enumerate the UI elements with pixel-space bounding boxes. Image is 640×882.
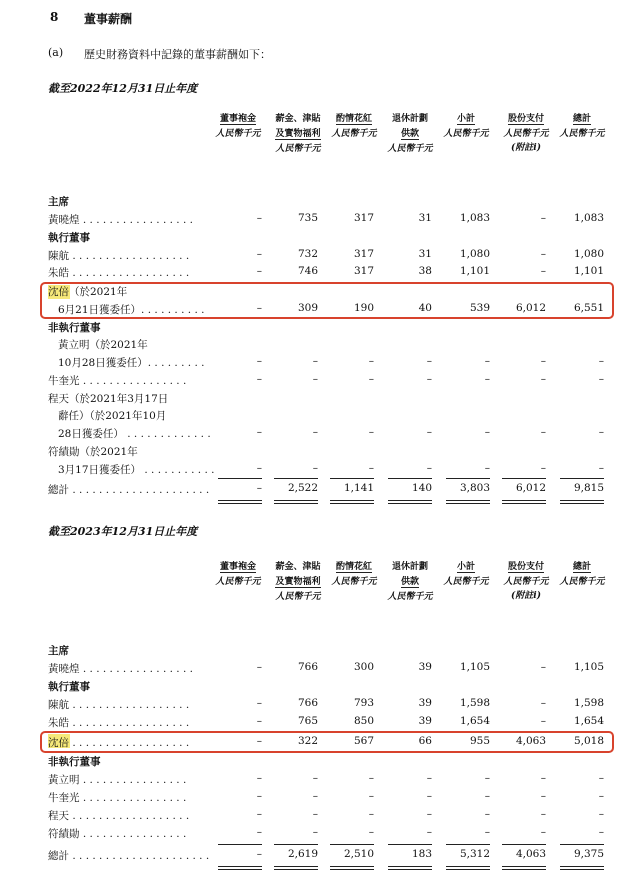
cell-share-payment: –	[540, 661, 546, 673]
cell-bonus: 317	[353, 212, 374, 224]
row-label: 28日獲委任） . . . . . . . . . . . . .	[58, 428, 211, 440]
period-title: 截至2022年12月31日止年度	[48, 82, 198, 95]
row-label: 6月21日獲委任）. . . . . . . . . .	[58, 304, 205, 316]
cell-subtotal: 1,105	[459, 661, 490, 673]
cell-subtotal: –	[484, 790, 490, 802]
col-header-share-payment: 股份支付 人民幣千元 (附註i)	[503, 562, 549, 601]
cell-pension: 66	[418, 735, 432, 747]
col-header-director-fees: 董事袍金 人民幣千元	[215, 562, 261, 587]
cell-total: 1,083	[573, 212, 604, 224]
col-header-bonus: 酌情花紅 人民幣千元	[331, 562, 377, 587]
row-label: 牛奎光 . . . . . . . . . . . . . . . .	[48, 375, 187, 387]
cell-share-payment: –	[540, 772, 546, 784]
cell-director-fees: –	[256, 848, 262, 860]
col-header-salaries: 薪金、津貼 及實物福利 人民幣千元	[275, 114, 321, 154]
cell-share-payment: –	[540, 826, 546, 838]
row-label: 總計 . . . . . . . . . . . . . . . . . . . . .	[48, 850, 210, 862]
subtotal-rule	[330, 478, 374, 479]
total-double-rule	[388, 866, 432, 870]
cell-director-fees: –	[256, 826, 262, 838]
col-header-pension: 退休計劃 供款 人民幣千元	[387, 114, 433, 154]
subtotal-rule	[388, 478, 432, 479]
cell-total: 1,598	[573, 697, 604, 709]
subtotal-rule	[502, 478, 546, 479]
cell-share-payment: –	[540, 715, 546, 727]
category-non-executive: 非執行董事	[48, 322, 101, 334]
cell-pension: 140	[411, 482, 432, 494]
cell-bonus: 190	[353, 302, 374, 314]
cell-share-payment: –	[540, 265, 546, 277]
cell-pension: –	[426, 426, 432, 438]
cell-share-payment: –	[540, 462, 546, 474]
cell-bonus: 300	[353, 661, 374, 673]
cell-pension: –	[426, 355, 432, 367]
cell-share-payment: 4,063	[515, 735, 546, 747]
cell-salaries: –	[312, 808, 318, 820]
cell-subtotal: 955	[469, 735, 490, 747]
cell-share-payment: –	[540, 426, 546, 438]
subtotal-rule	[388, 844, 432, 845]
cell-subtotal: –	[484, 462, 490, 474]
cell-total: 1,080	[573, 248, 604, 260]
intro-label: (a)	[48, 46, 64, 59]
total-double-rule	[274, 500, 318, 504]
cell-director-fees: –	[256, 772, 262, 784]
cell-bonus: 2,510	[343, 848, 374, 860]
cell-total: 6,551	[573, 302, 604, 314]
total-double-rule	[330, 866, 374, 870]
cell-share-payment: –	[540, 790, 546, 802]
cell-subtotal: –	[484, 426, 490, 438]
cell-director-fees: –	[256, 248, 262, 260]
cell-salaries: 732	[297, 248, 318, 260]
col-header-subtotal: 小計 人民幣千元	[443, 562, 489, 587]
row-label: 沈倍 . . . . . . . . . . . . . . . . . .	[48, 737, 190, 749]
cell-share-payment: –	[540, 808, 546, 820]
cell-bonus: 567	[353, 735, 374, 747]
cell-total: 1,101	[573, 265, 604, 277]
cell-salaries: 735	[297, 212, 318, 224]
cell-salaries: –	[312, 462, 318, 474]
cell-pension: 183	[411, 848, 432, 860]
cell-bonus: –	[368, 462, 374, 474]
cell-share-payment: –	[540, 248, 546, 260]
cell-director-fees: –	[256, 373, 262, 385]
cell-share-payment: –	[540, 212, 546, 224]
cell-bonus: 793	[353, 697, 374, 709]
cell-director-fees: –	[256, 302, 262, 314]
category-executive: 執行董事	[48, 681, 90, 693]
row-label: 程天（於2021年3月17日	[48, 393, 169, 405]
total-double-rule	[446, 500, 490, 504]
intro-text: 歷史財務資料中記錄的董事薪酬如下：	[84, 48, 271, 61]
col-header-share-payment: 股份支付 人民幣千元 (附註i)	[503, 114, 549, 153]
total-double-rule	[330, 500, 374, 504]
cell-pension: 40	[418, 302, 432, 314]
category-chair: 主席	[48, 645, 69, 657]
cell-share-payment: 4,063	[515, 848, 546, 860]
cell-salaries: –	[312, 772, 318, 784]
cell-pension: 38	[418, 265, 432, 277]
cell-pension: –	[426, 462, 432, 474]
total-double-rule	[218, 866, 262, 870]
cell-director-fees: –	[256, 715, 262, 727]
row-label: 朱皓 . . . . . . . . . . . . . . . . . .	[48, 267, 190, 279]
subtotal-rule	[446, 844, 490, 845]
cell-total: 1,654	[573, 715, 604, 727]
cell-subtotal: 1,083	[459, 212, 490, 224]
cell-share-payment: –	[540, 355, 546, 367]
cell-bonus: –	[368, 808, 374, 820]
row-label: 符績勛 . . . . . . . . . . . . . . . .	[48, 828, 187, 840]
cell-subtotal: 1,654	[459, 715, 490, 727]
cell-director-fees: –	[256, 661, 262, 673]
subtotal-rule	[218, 844, 262, 845]
row-label: 黃立明 . . . . . . . . . . . . . . . .	[48, 774, 187, 786]
cell-total: –	[598, 826, 604, 838]
category-executive: 執行董事	[48, 232, 90, 244]
cell-director-fees: –	[256, 790, 262, 802]
row-label: 符績勛（於2021年	[48, 446, 138, 458]
row-label: 3月17日獲委任） . . . . . . . . . . .	[58, 464, 215, 476]
cell-pension: 39	[418, 661, 432, 673]
cell-salaries: 2,619	[287, 848, 318, 860]
cell-bonus: 1,141	[343, 482, 374, 494]
cell-subtotal: –	[484, 808, 490, 820]
subtotal-rule	[218, 478, 262, 479]
cell-salaries: 2,522	[287, 482, 318, 494]
cell-total: –	[598, 426, 604, 438]
row-label: 辭任）（於2021年10月	[58, 410, 167, 422]
cell-director-fees: –	[256, 426, 262, 438]
cell-total: 1,105	[573, 661, 604, 673]
cell-total: –	[598, 373, 604, 385]
subtotal-rule	[560, 844, 604, 845]
subtotal-rule	[446, 478, 490, 479]
cell-bonus: 317	[353, 248, 374, 260]
total-double-rule	[446, 866, 490, 870]
cell-total: –	[598, 808, 604, 820]
cell-director-fees: –	[256, 212, 262, 224]
col-header-bonus: 酌情花紅 人民幣千元	[331, 114, 377, 139]
cell-subtotal: –	[484, 826, 490, 838]
cell-pension: –	[426, 790, 432, 802]
cell-pension: 31	[418, 212, 432, 224]
subtotal-rule	[502, 844, 546, 845]
row-label: 黃曉煌 . . . . . . . . . . . . . . . . .	[48, 214, 193, 226]
subtotal-rule	[560, 478, 604, 479]
cell-subtotal: 1,080	[459, 248, 490, 260]
total-double-rule	[560, 866, 604, 870]
row-label: 牛奎光 . . . . . . . . . . . . . . . .	[48, 792, 187, 804]
cell-bonus: –	[368, 790, 374, 802]
section-title: 董事薪酬	[84, 12, 133, 26]
cell-subtotal: 539	[469, 302, 490, 314]
row-label: 陳航 . . . . . . . . . . . . . . . . . .	[48, 250, 190, 262]
cell-director-fees: –	[256, 808, 262, 820]
cell-share-payment: 6,012	[515, 482, 546, 494]
cell-subtotal: –	[484, 373, 490, 385]
cell-salaries: –	[312, 826, 318, 838]
cell-director-fees: –	[256, 482, 262, 494]
cell-subtotal: 1,101	[459, 265, 490, 277]
cell-salaries: 766	[297, 661, 318, 673]
row-label: 程天 . . . . . . . . . . . . . . . . . .	[48, 810, 190, 822]
cell-subtotal: –	[484, 355, 490, 367]
col-header-salaries: 薪金、津貼 及實物福利 人民幣千元	[275, 562, 321, 602]
cell-director-fees: –	[256, 735, 262, 747]
category-chair: 主席	[48, 196, 69, 208]
cell-bonus: –	[368, 426, 374, 438]
cell-subtotal: –	[484, 772, 490, 784]
cell-salaries: 309	[297, 302, 318, 314]
cell-director-fees: –	[256, 697, 262, 709]
cell-pension: –	[426, 826, 432, 838]
subtotal-rule	[330, 844, 374, 845]
cell-total: –	[598, 790, 604, 802]
cell-salaries: 766	[297, 697, 318, 709]
total-double-rule	[274, 866, 318, 870]
category-non-executive: 非執行董事	[48, 756, 101, 768]
row-label: 總計 . . . . . . . . . . . . . . . . . . . . .	[48, 484, 210, 496]
cell-share-payment: –	[540, 373, 546, 385]
cell-director-fees: –	[256, 355, 262, 367]
cell-total: 9,815	[573, 482, 604, 494]
col-header-subtotal: 小計 人民幣千元	[443, 114, 489, 139]
row-label: 黃曉煌 . . . . . . . . . . . . . . . . .	[48, 663, 193, 675]
cell-pension: –	[426, 808, 432, 820]
col-header-director-fees: 董事袍金 人民幣千元	[215, 114, 261, 139]
total-double-rule	[502, 500, 546, 504]
row-label: 黃立明（於2021年	[58, 339, 148, 351]
row-label: 沈倍（於2021年	[48, 286, 128, 298]
cell-share-payment: 6,012	[515, 302, 546, 314]
col-header-total: 總計 人民幣千元	[559, 114, 605, 139]
cell-total: –	[598, 462, 604, 474]
row-label: 朱皓 . . . . . . . . . . . . . . . . . .	[48, 717, 190, 729]
cell-pension: 31	[418, 248, 432, 260]
row-label: 10月28日獲委任）. . . . . . . . .	[58, 357, 205, 369]
row-label: 陳航 . . . . . . . . . . . . . . . . . .	[48, 699, 190, 711]
cell-salaries: 322	[297, 735, 318, 747]
cell-bonus: –	[368, 355, 374, 367]
cell-salaries: –	[312, 355, 318, 367]
cell-total: –	[598, 772, 604, 784]
total-double-rule	[502, 866, 546, 870]
cell-total: 9,375	[573, 848, 604, 860]
cell-pension: –	[426, 373, 432, 385]
cell-salaries: 765	[297, 715, 318, 727]
cell-salaries: –	[312, 426, 318, 438]
cell-total: –	[598, 355, 604, 367]
cell-bonus: –	[368, 772, 374, 784]
cell-director-fees: –	[256, 265, 262, 277]
cell-bonus: 850	[353, 715, 374, 727]
cell-salaries: –	[312, 790, 318, 802]
col-header-pension: 退休計劃 供款 人民幣千元	[387, 562, 433, 602]
cell-total: 5,018	[573, 735, 604, 747]
cell-bonus: 317	[353, 265, 374, 277]
cell-salaries: –	[312, 373, 318, 385]
cell-director-fees: –	[256, 462, 262, 474]
section-number: 8	[50, 10, 59, 24]
total-double-rule	[560, 500, 604, 504]
cell-bonus: –	[368, 826, 374, 838]
cell-pension: 39	[418, 697, 432, 709]
cell-subtotal: 1,598	[459, 697, 490, 709]
cell-salaries: 746	[297, 265, 318, 277]
cell-subtotal: 5,312	[459, 848, 490, 860]
subtotal-rule	[274, 844, 318, 845]
period-title: 截至2023年12月31日止年度	[48, 525, 198, 538]
total-double-rule	[218, 500, 262, 504]
total-double-rule	[388, 500, 432, 504]
subtotal-rule	[274, 478, 318, 479]
col-header-total: 總計 人民幣千元	[559, 562, 605, 587]
cell-pension: –	[426, 772, 432, 784]
cell-subtotal: 3,803	[459, 482, 490, 494]
cell-share-payment: –	[540, 697, 546, 709]
cell-pension: 39	[418, 715, 432, 727]
cell-bonus: –	[368, 373, 374, 385]
